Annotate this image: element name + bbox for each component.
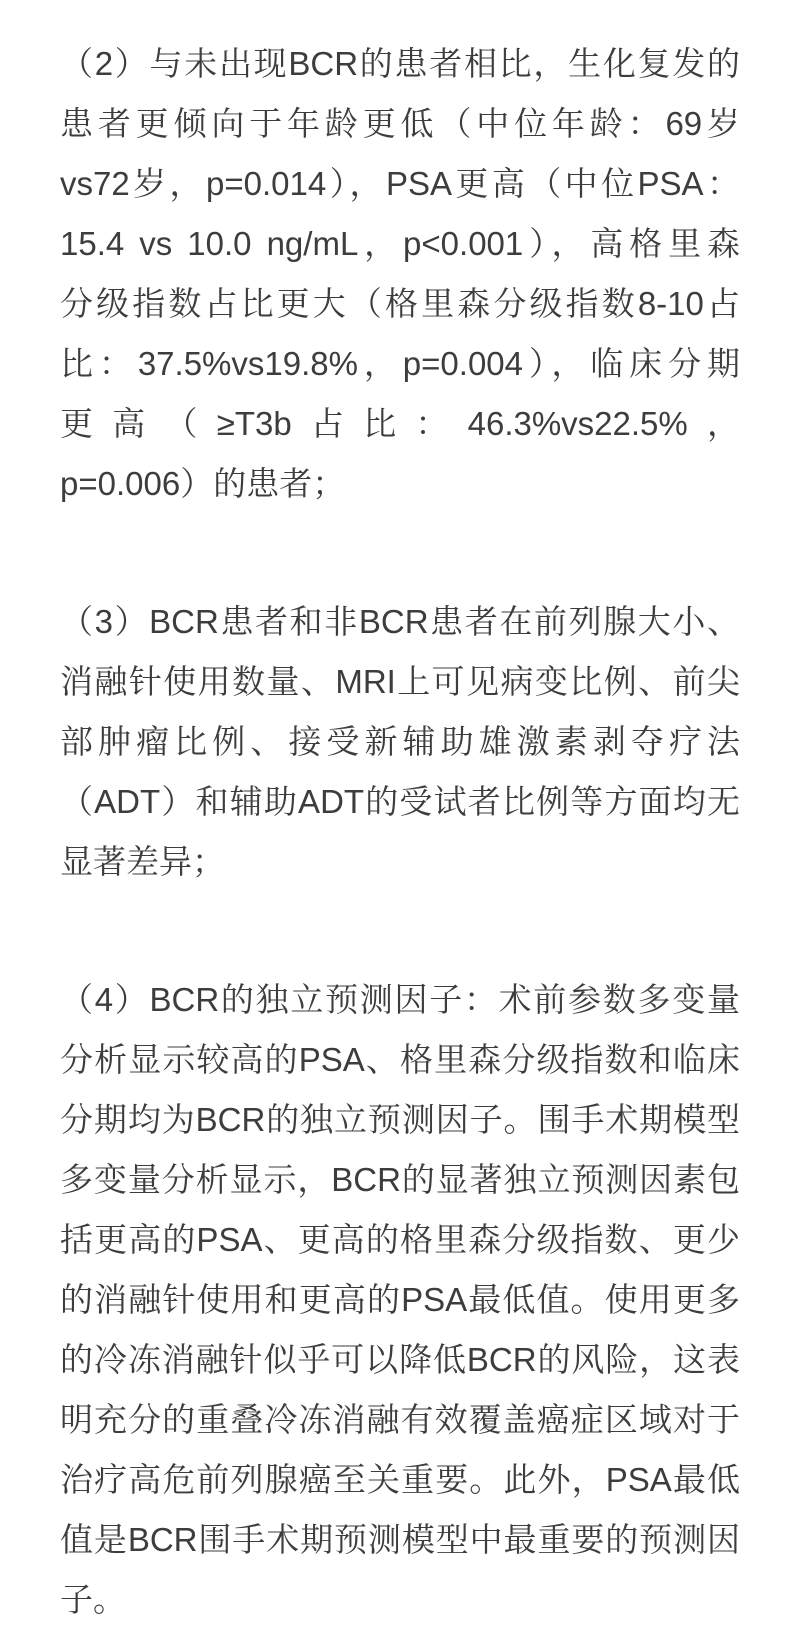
paragraph-point-4: [60, 970, 740, 1630]
paragraph-point-3: [60, 592, 740, 892]
text-line: 的冷冻消融针似乎可以降低BCR的风险，这表: [60, 1341, 740, 1378]
text-line: 治疗高危前列腺癌至关重要。此外，PSA最低: [60, 1461, 740, 1498]
text-line: 的消融针使用和更高的PSA最低值。使用更多: [60, 1281, 740, 1318]
text-line: 分析显示较高的PSA、格里森分级指数和临床: [60, 1041, 740, 1078]
text-line: （3）BCR患者和非BCR患者在前列腺大小、: [60, 603, 740, 640]
text-line: vs72岁，p=0.014），PSA更高（中位PSA：: [60, 165, 740, 202]
text-line: 患者更倾向于年龄更低（中位年龄：69岁: [60, 105, 740, 142]
text-line: 明充分的重叠冷冻消融有效覆盖癌症区域对于: [60, 1401, 740, 1438]
text-line: （ADT）和辅助ADT的受试者比例等方面均无: [60, 783, 740, 820]
text-line: 值是BCR围手术期预测模型中最重要的预测因: [60, 1521, 740, 1558]
text-line: （2）与未出现BCR的患者相比，生化复发的: [60, 45, 740, 82]
text-line: 15.4 vs 10.0 ng/mL，p<0.001），高格里森: [60, 225, 740, 262]
text-line: 显著差异；: [60, 843, 225, 880]
text-line: p=0.006）的患者；: [60, 465, 346, 502]
text-line: 括更高的PSA、更高的格里森分级指数、更少: [60, 1221, 740, 1258]
paragraph-point-2: [60, 34, 740, 514]
text-line: 分级指数占比更大（格里森分级指数8-10占: [60, 285, 740, 322]
text-line: 更高（≥T3b占比：46.3%vs22.5%，: [60, 405, 740, 442]
text-line: 多变量分析显示，BCR的显著独立预测因素包: [60, 1161, 740, 1198]
text-line: 子。: [60, 1581, 126, 1618]
text-line: 部肿瘤比例、接受新辅助雄激素剥夺疗法: [60, 723, 740, 760]
text-line: 分期均为BCR的独立预测因子。围手术期模型: [60, 1101, 740, 1138]
text-line: 消融针使用数量、MRI上可见病变比例、前尖: [60, 663, 740, 700]
text-line: （4）BCR的独立预测因子：术前参数多变量: [60, 981, 740, 1018]
text-line: 比：37.5%vs19.8%，p=0.004），临床分期: [60, 345, 740, 382]
